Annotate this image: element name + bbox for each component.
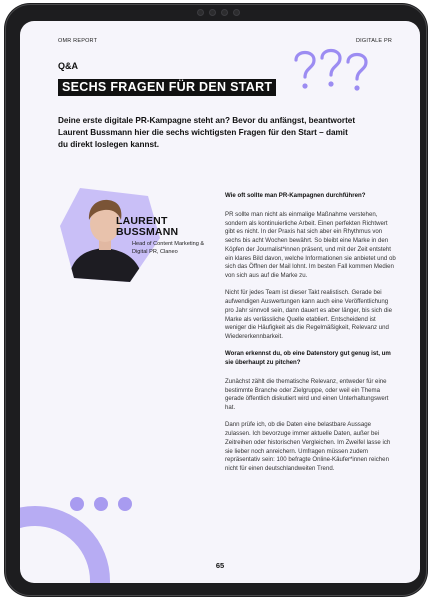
page-title: SECHS FRAGEN FÜR DEN START xyxy=(58,79,276,96)
intro-text: Deine erste digitale PR-Kampagne steht an? Bevor du anfängst, beantwortet Laurent Bussmann hier die sechs wichtigsten Fragen für den Start – damit du direkt loslegen kannst. xyxy=(58,116,356,149)
magazine-page[interactable] xyxy=(20,21,420,583)
answer-paragraph: Zunächst zählt die thematische Relevanz, entweder für eine bestimmte Branche oder Zielgruppe, oder weil ein Thema gerade öffentlich diskutiert wird und einen Unterhaltungswert hat. xyxy=(225,377,389,411)
question-heading: Wie oft sollte man PR-Kampagnen durchführen? xyxy=(225,192,366,199)
header-publication: OMR REPORT xyxy=(58,38,98,44)
decorative-arc xyxy=(20,506,110,583)
decorative-dots xyxy=(70,497,160,517)
camera-dot xyxy=(233,9,240,16)
decorative-dot xyxy=(70,497,84,511)
author-role xyxy=(132,241,222,256)
camera-dot xyxy=(221,9,228,16)
question-heading: Woran erkennst du, ob eine Datenstory gut genug ist, um sie überhaupt zu pitchen? xyxy=(225,350,391,366)
author-role-line: Head of Content Marketing & xyxy=(132,241,205,247)
decorative-dot xyxy=(118,497,132,511)
header-section: DIGITALE PR xyxy=(355,38,392,44)
kicker-label: Q&A xyxy=(58,61,78,71)
author-first-name: LAURENT xyxy=(116,215,168,227)
camera-dot xyxy=(197,9,204,16)
author-name xyxy=(116,216,178,238)
camera-dot xyxy=(209,9,216,16)
decorative-dot xyxy=(94,497,108,511)
tablet-frame xyxy=(4,3,428,597)
answer-paragraph: Nicht für jedes Team ist dieser Takt realistisch. Gerade bei aufwendigen Auswertungen kann auch eine Veröffentlichung pro Jahr sinnvoll sein, dann dauert es aber länger, bis sich die Marke als verlässliche Quelle etabliert. Entscheidend ist weniger die Häufigkeit als die Regelmäßigkeit, Relevanz und Wiedererkennbarkeit. xyxy=(225,289,393,340)
answer-paragraph: PR sollte man nicht als einmalige Maßnahme verstehen, sondern als kontinuierliche Arbeit. Einen perfekten Richtwert gibt es nicht. In der Praxis hat sich aber ein Rhythmus von sechs bis acht Wochen bewährt. So bleibt eine Marke in den Köpfen der Journalist*innen präsent, und mit der Zeit entsteht ein klares Bild davon, welche Informationen sie anbietet und ob sich das Öffnen der Mail lohnt. Im besten Fall kommen Medien von sich aus auf die Marke zu. xyxy=(225,210,396,279)
author-role-line: Digital PR, Claneo xyxy=(132,248,178,255)
article-body xyxy=(225,192,397,482)
author-last-name: BUSSMANN xyxy=(116,226,179,238)
camera-bar xyxy=(189,9,249,15)
page-number: 65 xyxy=(215,561,225,570)
answer-paragraph: Dann prüfe ich, ob die Daten eine belastbare Aussage zulassen. Ich bevorzuge immer aktuelle Daten, außer bei Zeitreihen oder historischen Vergleichen. Im Zweifel lasse ich sie lieber noch anreichern. Umfragen müssen zudem repräsentativ sein: 100 befragte Online-Käufer*innen reichen nicht für einen deutschlandweiten Trend. xyxy=(225,421,391,472)
question-mark-icon xyxy=(292,47,374,99)
